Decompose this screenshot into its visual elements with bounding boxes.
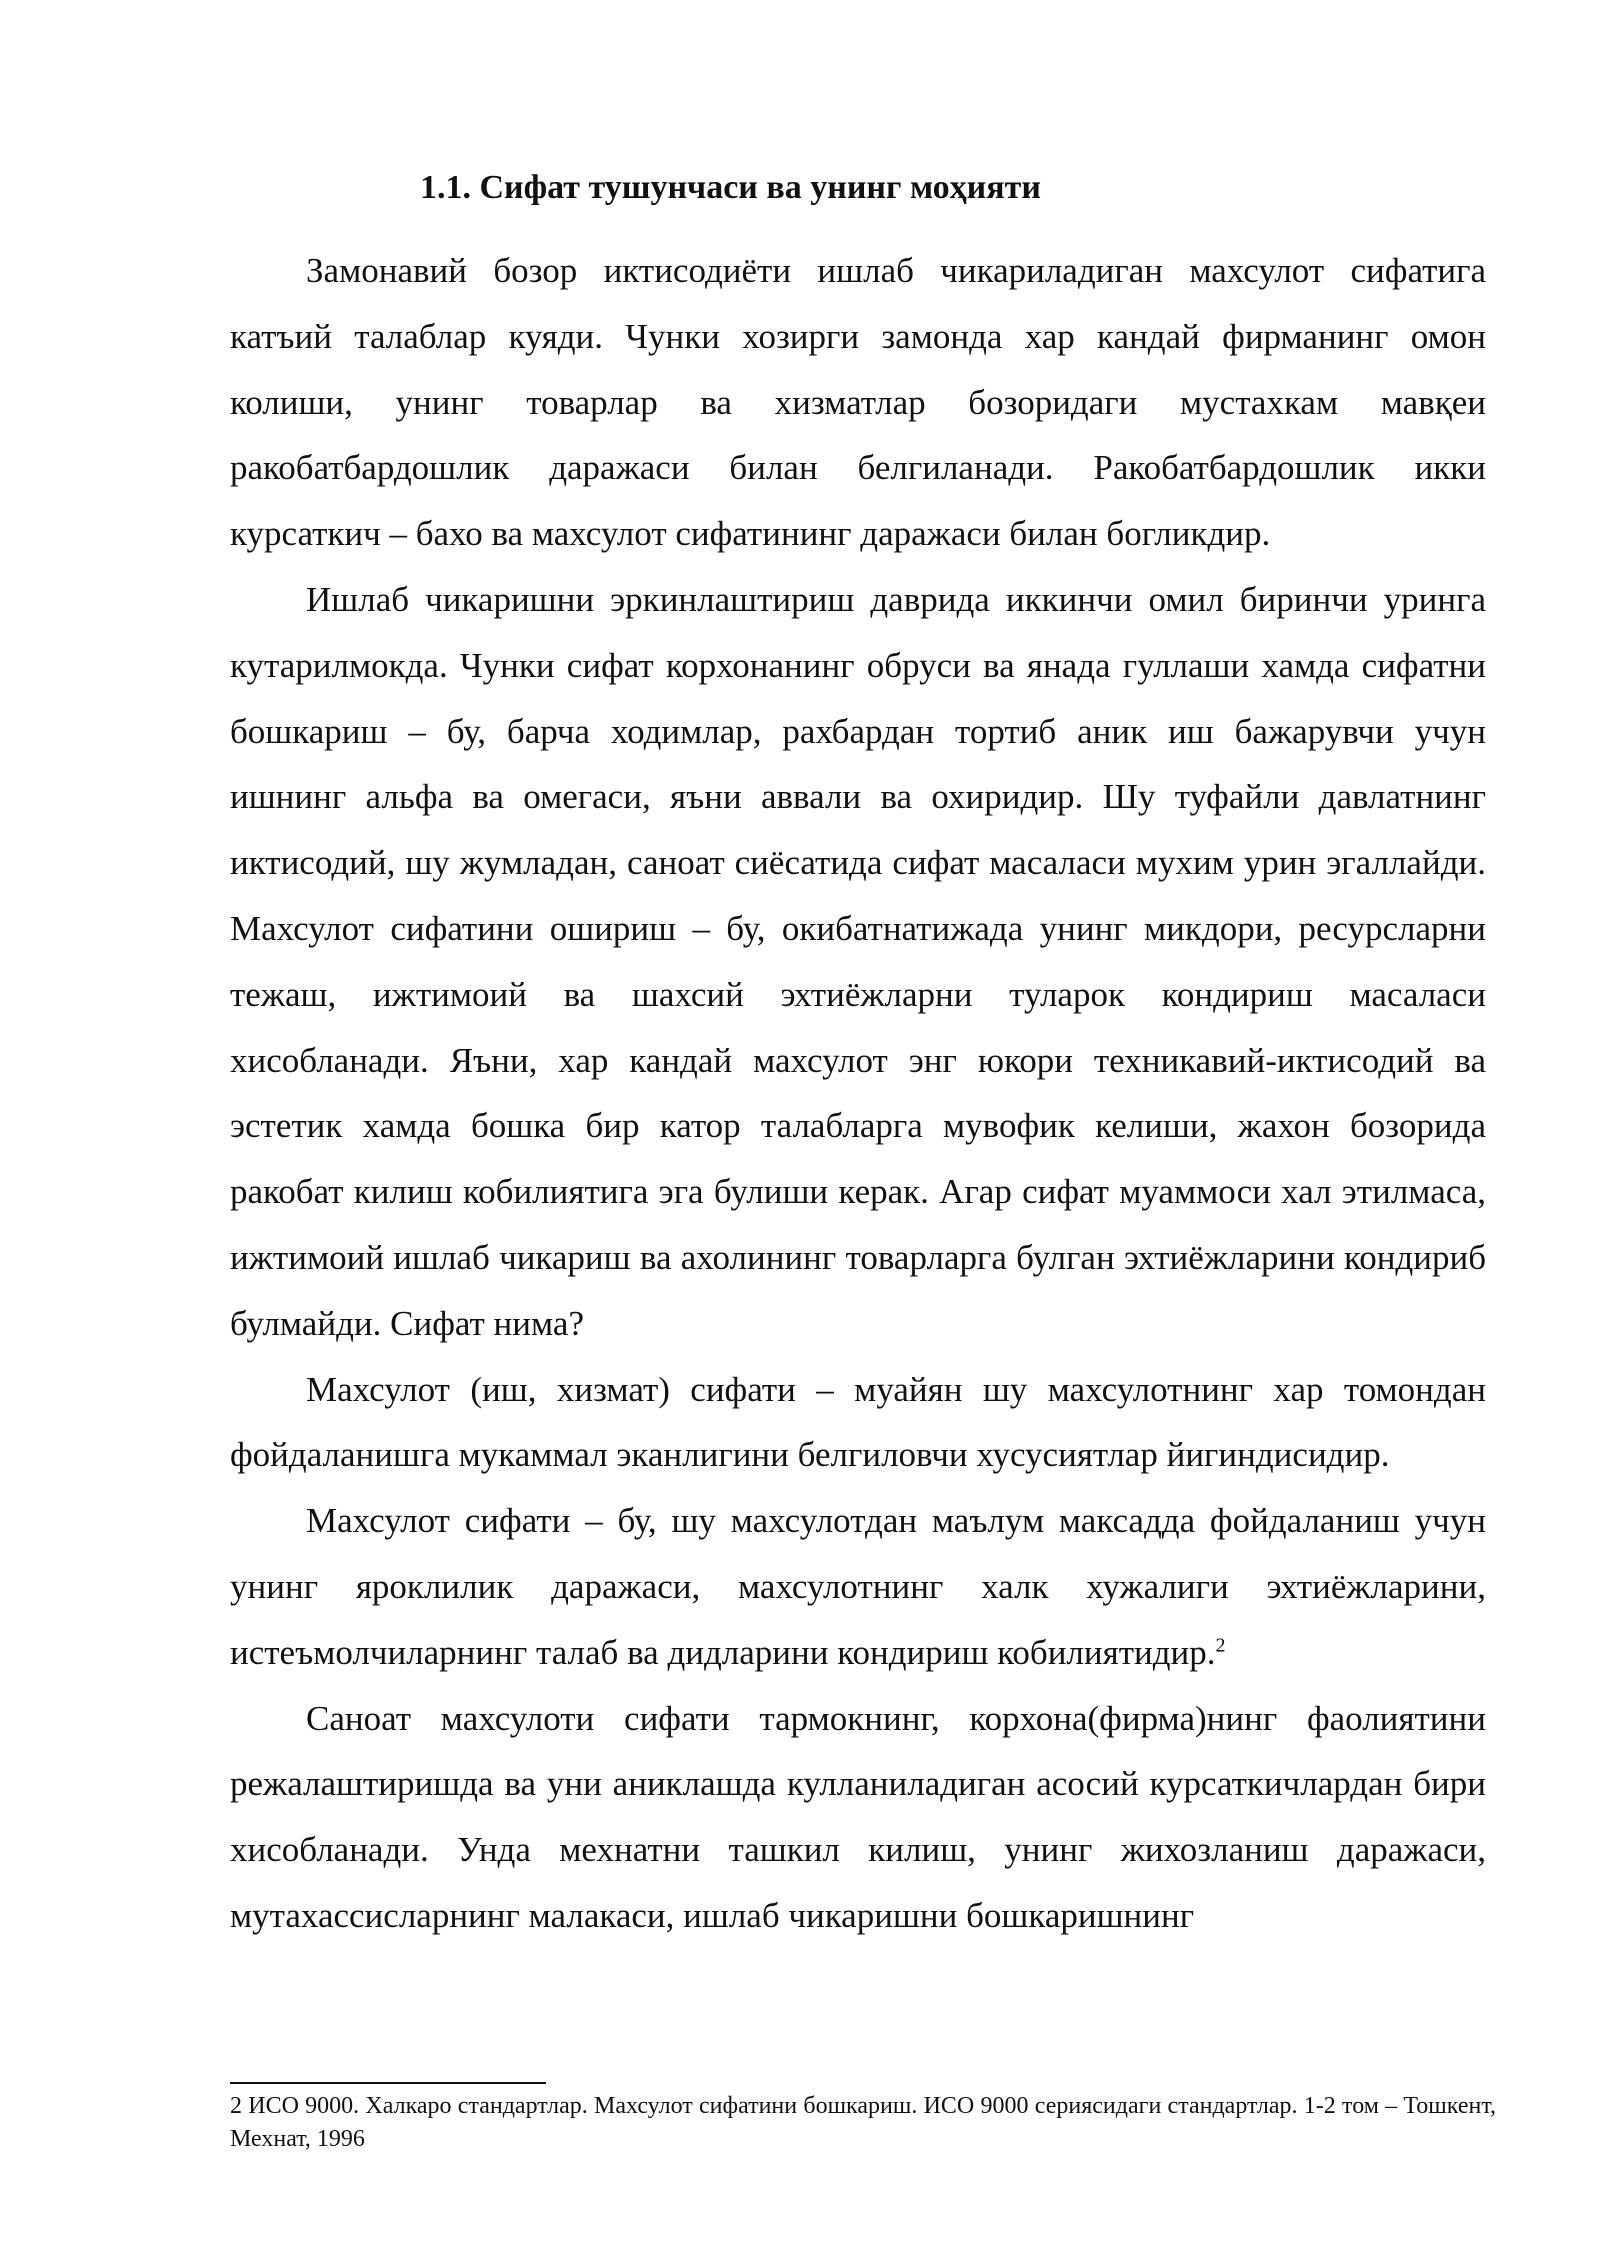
body-text: [230, 238, 1486, 1949]
paragraph-1: Замонавий бозор иктисодиёти ишлаб чикариладиган махсулот сифатига катъий талаблар куяди. Чунки хозирги замонда хар кандай фирманинг омон колиши, унинг товарлар ва хизматлар бозоридаги мустахкам мавқеи ракобатбардошлик даражаси билан белгиланади. Ракобатбардошлик икки курсаткич – бахо ва махсулот сифатининг даражаси билан богликдир.: [230, 251, 1486, 554]
paragraph-3: Махсулот (иш, хизмат) сифати – муайян шу махсулотнинг хар томондан фойдаланишга мукаммал эканлигини белгиловчи хусусиятлар йигиндисидир.: [230, 1369, 1486, 1475]
paragraph-5: Саноат махсулоти сифати тармокнинг, корхона(фирма)нинг фаолиятини режалаштиришда ва уни аниклашда кулланиладиган асосий курсаткичлардан бири хисобланади. Унда мехнатни ташкил килиш, унинг жихозланиш даражаси, мутахассисларнинг малакаси, ишлаб чикаришни бошкаришнинг: [230, 1698, 1486, 1935]
footnote: 2 ИСО 9000. Халкаро стандартлар. Махсулот сифатини бошкариш. ИСО 9000 сериясидаги стандартлар. 1-2 том – Тошкент, Мехнат, 1996: [230, 2093, 1496, 2152]
paragraph-2: Ишлаб чикаришни эркинлаштириш даврида иккинчи омил биринчи уринга кутарилмокда. Чунки сифат корхонанинг обруси ва янада гуллаши хамда сифатни бошкариш – бу, барча ходимлар, рахбардан тортиб аник иш бажарувчи учун ишнинг альфа ва омегаси, яъни аввали ва охиридир. Шу туфайли давлатнинг иктисодий, шу жумладан, саноат сиёсатида сифат масаласи мухим урин эгаллайди. Махсулот сифатини ошириш – бу, окибатнатижада унинг микдори, ресурсларни тежаш, ижтимоий ва шахсий эхтиёжларни туларок кондириш масаласи хисобланади. Яъни, хар кандай махсулот энг юкори техникавий-иктисодий ва эстетик хамда бошка бир катор талабларга мувофик келиши, жахон бозорида ракобат килиш кобилиятига эга булиши керак. Агар сифат муаммоси хал этилмаса, ижтимоий ишлаб чикариш ва ахолининг товарларга булган эхтиёжларини кондириб булмайди. Сифат нима?: [230, 579, 1486, 1343]
paragraph-4-text: Махсулот сифати – бу, шу махсулотдан маълум максадда фойдаланиш учун унинг яроклилик даражаси, махсулотнинг халк хужалиги эхтиёжларини, истеъмолчиларнинг талаб ва дидларини кондириш кобилиятидир.: [230, 1501, 1486, 1672]
footnote-reference[interactable]: 2: [1215, 1634, 1226, 1657]
footnote-separator: [230, 2082, 546, 2084]
section-heading: 1.1. Сифат тушунчаси ва унинг моҳияти: [420, 169, 1041, 206]
paragraph-4: [230, 1488, 1486, 1685]
